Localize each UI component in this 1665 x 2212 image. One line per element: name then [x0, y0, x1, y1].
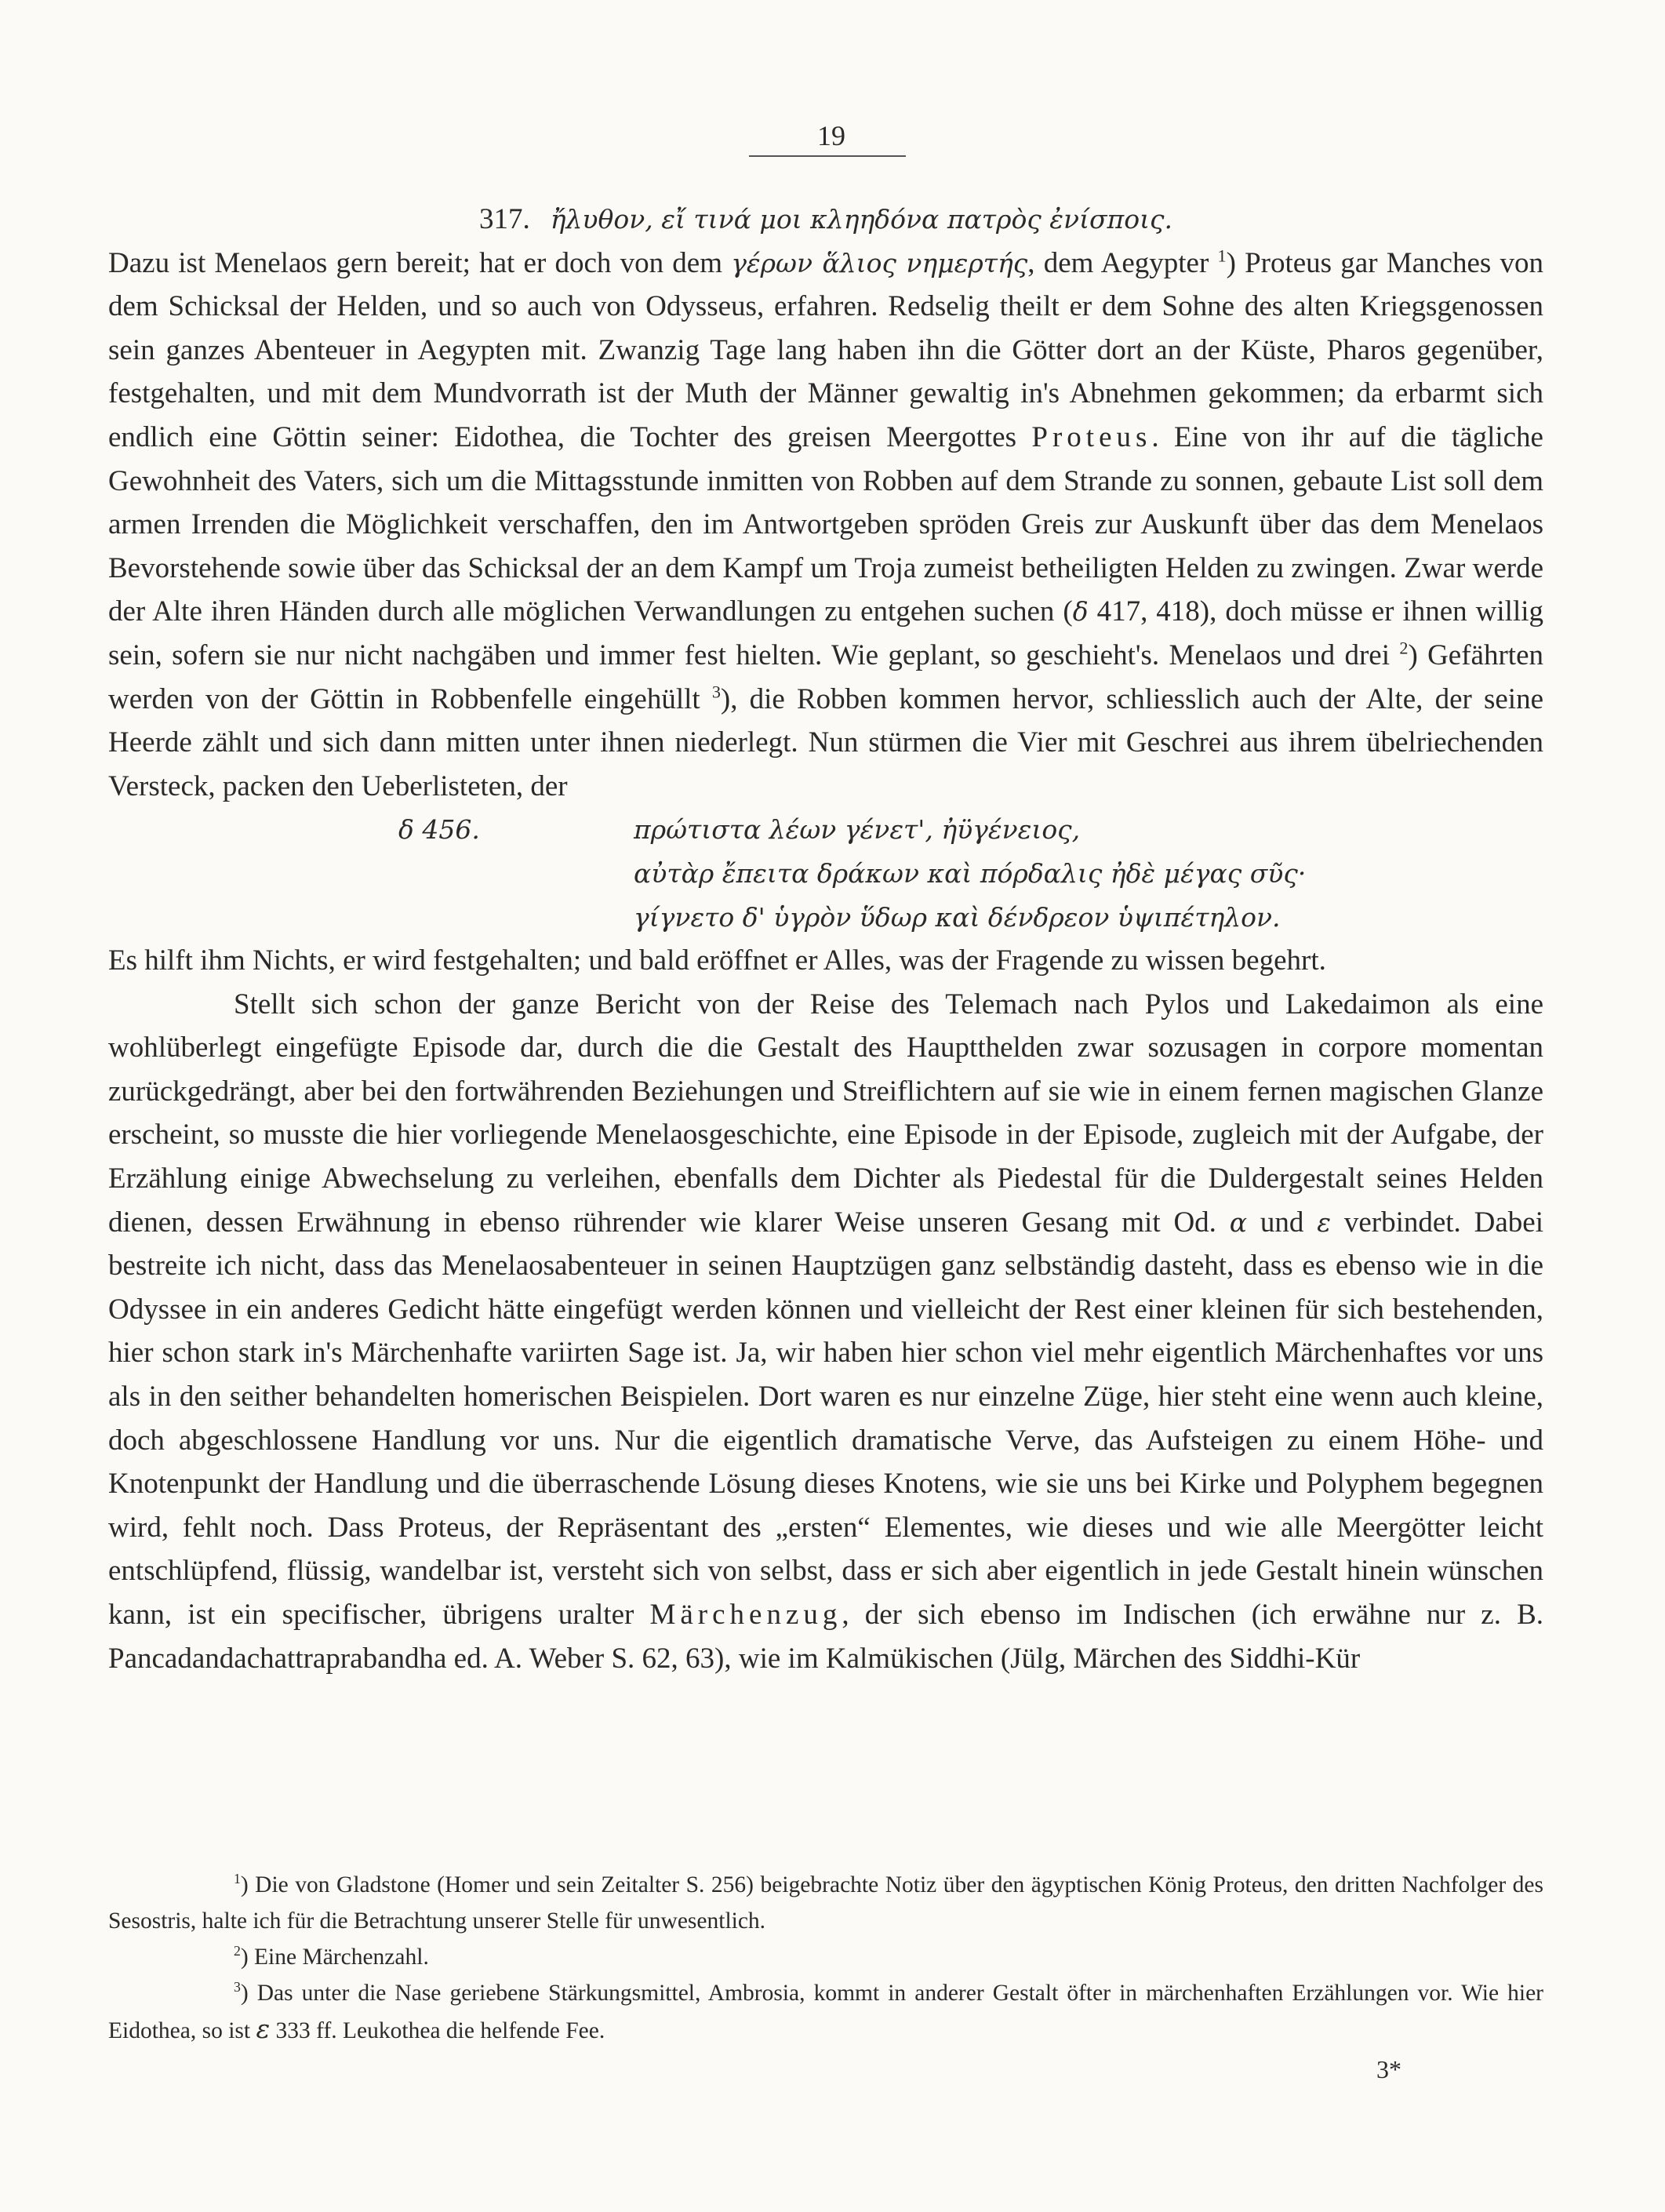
- paragraph-2: Es hilft ihm Nichts, er wird festgehalten; und bald eröffnet er Alles, was der Fragende zu wissen begehrt.: [108, 944, 1326, 977]
- p3-text-b: und: [1247, 1206, 1318, 1239]
- page-number: 19: [817, 120, 845, 151]
- verse-456-line-2: αὐτὰρ ἔπειτα δράκων καὶ πόρδαλις ἠδὲ μέγας σῦς·: [634, 857, 1307, 889]
- p1-text-a: Dazu ist Menelaos gern bereit; hat er doch von dem: [108, 246, 732, 279]
- footnote-3-text-b: 333 ff. Leukothea die helfende Fee.: [270, 2018, 605, 2043]
- footnote-3: [108, 1975, 1543, 2049]
- verse-456-line-3: γίγνετο δ' ὑγρὸν ὕδωρ καὶ δένδρεον ὑψιπέτηλον.: [634, 901, 1281, 933]
- p3-epsilon: ε: [1317, 1206, 1331, 1238]
- footnote-ref-2: 2: [1399, 638, 1409, 658]
- p1-delta: δ: [1072, 596, 1089, 628]
- footnote-1-mark: 1: [234, 1871, 241, 1887]
- footnote-2-text: ) Eine Märchenzahl.: [240, 1945, 429, 1970]
- footnote-2: [108, 1939, 1543, 1975]
- p1-text-e: 417, 418), doch müsse er ihnen willig sein, sofern sie nur nicht nachgäben und immer fest hielten. Wie geplant, so geschieht's. Menelaos und drei: [108, 595, 1544, 671]
- verse-317-ref: 317.: [478, 203, 530, 235]
- footnote-3-mark: 3: [234, 1979, 241, 1996]
- footnote-ref-3: 3: [711, 682, 721, 702]
- verse-317-greek: ἤλυθον, εἴ τινά μοι κληηδόνα πατρὸς ἐνίσποις.: [550, 204, 1173, 235]
- p1-text-b: , dem Aegypter: [1027, 246, 1218, 279]
- printer-signature: 3*: [1376, 2055, 1401, 2083]
- p1-text-g: ), die Robben kommen hervor, schliesslich auch der Alte, der seine Heerde zählt und sich dann mitten unter ihnen niederlegt. Nun stürmen die Vier mit Geschrei aus ihrem übelriechenden Versteck, packen den Ueberlisteten, der: [108, 682, 1543, 802]
- footnotes: [108, 1867, 1543, 2049]
- p3-text-d: , der sich ebenso im Indischen (ich erwähne nur z. B. Pancadandachattraprabandha ed. A. Weber S. 62, 63), wie im Kalmükischen (Jülg, Märchen des Siddhi-Kür: [108, 1599, 1544, 1675]
- p1-greek: γέρων ἅλιος νημερτής: [731, 247, 1028, 278]
- footnote-3-text-a: ) Das unter die Nase geriebene Stärkungsmittel, Ambrosia, kommt in anderer Gestalt öfter in märchenhaften Erzählungen vor. Wie hier Eidothea, so ist: [108, 1981, 1543, 2043]
- footnote-1: [108, 1867, 1543, 1939]
- footnote-2-mark: 2: [234, 1943, 241, 1959]
- p1-proteus: Proteus: [1031, 420, 1152, 453]
- verse-317: [108, 198, 1543, 242]
- verse-456: [108, 808, 1441, 939]
- footnote-1-text: ) Die von Gladstone (Homer und sein Zeitalter S. 256) beigebrachte Notiz über den ägyptischen König Proteus, den dritten Nachfolger des Sesostris, halte ich für die Betrachtung unserer Stelle für unwesentlich.: [108, 1872, 1543, 1934]
- verse-456-ref: [398, 808, 634, 852]
- paragraph-3: [108, 983, 1543, 1681]
- p3-alpha: α: [1229, 1206, 1248, 1238]
- p1-text-c: ) Proteus gar Manches von dem Schicksal der Helden, und so auch von Odysseus, erfahren. Redselig theilt er dem Sohne des alten Kriegsgenossen sein ganzes Abenteuer in Aegypten mit. Zwanzig Tage lang haben ihn die Götter dort an der Küste, Pharos gegenüber, festgehalten, und mit dem Mundvorrath ist der Muth der Männer gewaltig in's Abnehmen gekommen; da erbarmt sich endlich eine Göttin seiner: Eidothea, die Tochter des greisen Meergottes: [108, 246, 1543, 453]
- footnote-3-epsilon: ε: [256, 2014, 271, 2044]
- verse-456-ref-text: δ 456.: [398, 814, 480, 846]
- page-number-rule: [749, 155, 906, 157]
- p3-text-c: verbindet. Dabei bestreite ich nicht, dass das Menelaosabenteuer in seinen Hauptzügen ganz selbständig dasteht, dass es ebenso wie in die Odyssee in ein anderes Gedicht hätte eingefügt werden können und vielleicht der Rest einer kleinen für sich bestehenden, hier schon stark in's Märchenhafte variirten Sage ist. Ja, wir haben hier schon viel mehr eigentlich Märchenhaftes vor uns als in den seither behandelten homerischen Beispielen. Dort waren es nur einzelne Züge, hier steht eine wenn auch kleine, doch abgeschlossene Handlung vor uns. Nur die eigentlich dramatische Verve, das Aufsteigen zu einem Höhe- und Knotenpunkt der Handlung und die überraschende Lösung dieses Knotens, wie sie uns bei Kirke und Polyphem begegnen wird, fehlt noch. Dass Proteus, der Repräsentant des „ersten“ Elementes, wie dieses und wie alle Meergötter leicht entschlüpfend, flüssig, wandelbar ist, versteht sich von selbst, dass er sich aber eigentlich in jede Gestalt hinein wünschen kann, ist ein specifischer, übrigens uralter: [108, 1206, 1543, 1631]
- p1-text-d: . Eine von ihr auf die tägliche Gewohnheit des Vaters, sich um die Mittagsstunde inmitten von Robben auf dem Strande zu sonnen, gebaute List soll dem armen Irrenden die Möglichkeit verschaffen, den im Antwortgeben spröden Greis zur Auskunft über das dem Menelaos Bevorstehende sowie über das Schicksal der an dem Kampf um Troja zumeist betheiligten Helden zu zwingen. Zwar werde der Alte ihren Händen durch alle möglichen Verwandlungen zu entgehen suchen (: [108, 420, 1543, 628]
- paragraph-1: [108, 242, 1543, 809]
- main-text: [108, 198, 1543, 1680]
- p3-maerchenzug: Märchenzug: [649, 1599, 842, 1631]
- footnote-ref-1: 1: [1217, 246, 1227, 266]
- verse-456-line-1: πρώτιστα λέων γένετ', ἠϋγένειος,: [634, 814, 1081, 846]
- p1-text-f: ) Gefährten werden von der Göttin in Robbenfelle eingehüllt: [108, 638, 1543, 715]
- p3-text-a: Stellt sich schon der ganze Bericht von der Reise des Telemach nach Pylos und Lakedaimon als eine wohlüberlegt eingefügte Episode dar, durch die die Gestalt des Hauptthelden zwar sozusagen in corpore momentan zurückgedrängt, aber bei den fortwährenden Beziehungen und Streiflichtern auf sie wie in einem fernen magischen Glanze erscheint, so musste die hier vorliegende Menelaosgeschichte, eine Episode in der Episode, zugleich mit der Aufgabe, der Erzählung einige Abwechselung zu verleihen, ebenfalls dem Dichter als Piedestal für die Duldergestalt seines Helden dienen, dessen Erwähnung in ebenso rührender wie klarer Weise unseren Gesang mit Od.: [108, 988, 1543, 1239]
